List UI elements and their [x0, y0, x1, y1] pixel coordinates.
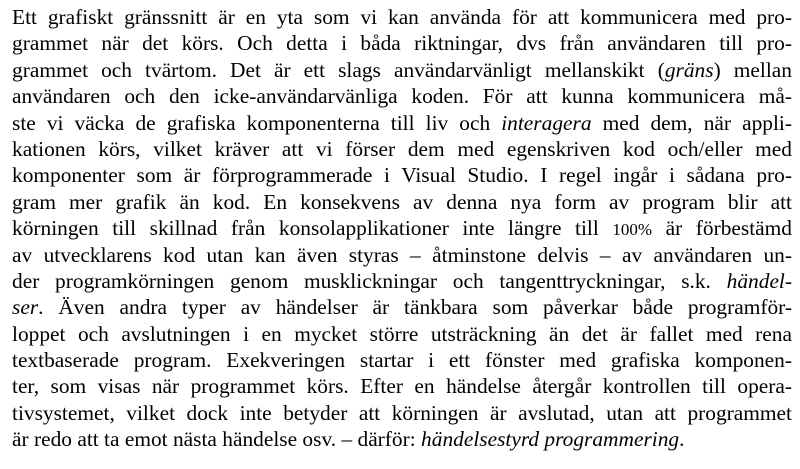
text-segment: tivsystemet, vilket dock inte betyder att körningen är avslutad, utan att programmet	[12, 400, 792, 425]
text-line-4	[12, 83, 792, 109]
text-segment: grammet när det körs. Och detta i båda riktningar, dvs från användaren till pro-	[12, 31, 792, 56]
text-line-10	[12, 242, 792, 268]
text-line-9	[12, 215, 792, 241]
text-line-15	[12, 373, 792, 399]
text-line-14	[12, 347, 792, 373]
text-segment: der programkörningen genom musklickningar och tangenttryckningar, s.k.	[12, 268, 727, 293]
text-line-7	[12, 162, 792, 188]
text-line-13	[12, 321, 792, 347]
text-line-5	[12, 110, 792, 136]
percent-figure: 100%	[612, 220, 653, 240]
text-segment: komponenter som är förprogrammerade i Visual Studio. I regel ingår i sådana pro-	[12, 163, 792, 188]
italic-term-grans: gräns	[664, 57, 714, 82]
text-segment: med dem, när appli-	[591, 110, 792, 135]
text-segment: .	[679, 427, 685, 452]
text-segment: användaren och den icke-användarvänliga koden. För att kunna kommunicera må-	[12, 84, 792, 109]
text-segment: Ett grafiskt gränssnitt är en yta som vi kan använda för att kommunicera med pro-	[12, 5, 792, 29]
text-line-6	[12, 136, 792, 162]
text-segment: är redo att ta emot nästa händelse osv. – därför:	[12, 427, 422, 452]
text-segment: ste vi väcka de grafiska komponenterna till liv och	[12, 110, 502, 135]
italic-term-handelsestyrd-programmering: händelsestyrd programmering	[421, 427, 680, 452]
text-line-12	[12, 294, 792, 320]
text-segment: körningen till skillnad från konsolapplikationer inte längre till	[12, 216, 613, 241]
text-line-17	[12, 426, 792, 452]
text-segment: kationen körs, vilket kräver att vi förser dem med egenskriven kod och/eller med	[12, 136, 792, 161]
document-paragraph	[12, 4, 792, 453]
text-line-1	[12, 4, 792, 30]
text-segment: av utvecklarens kod utan kan även styras – åtminstone delvis – av användaren un-	[12, 242, 792, 267]
text-segment: grammet och tvärtom. Det är ett slags användarvänligt mellanskikt (	[12, 57, 665, 82]
italic-term-handelser-start: händel-	[726, 268, 792, 293]
text-segment: loppet och avslutningen i en mycket större utsträckning än det är fallet med rena	[12, 321, 792, 346]
text-segment: är förbestämd	[652, 216, 792, 241]
text-line-11	[12, 268, 792, 294]
text-line-3	[12, 57, 792, 83]
italic-term-interagera: interagera	[501, 110, 592, 135]
text-segment: ) mellan	[713, 57, 792, 82]
italic-term-handelser-end: ser	[12, 295, 39, 320]
text-segment: textbaserade program. Exekveringen startar i ett fönster med grafiska komponen-	[12, 348, 792, 373]
text-segment: . Även andra typer av händelser är tänkbara som påverkar både programför-	[38, 295, 792, 320]
text-segment: ter, som visas när programmet körs. Efter en händelse återgår kontrollen till opera-	[12, 374, 792, 399]
text-segment: gram mer grafik än kod. En konsekvens av denna nya form av program blir att	[12, 189, 792, 214]
text-line-2	[12, 30, 792, 56]
text-line-8	[12, 189, 792, 215]
text-line-16	[12, 400, 792, 426]
